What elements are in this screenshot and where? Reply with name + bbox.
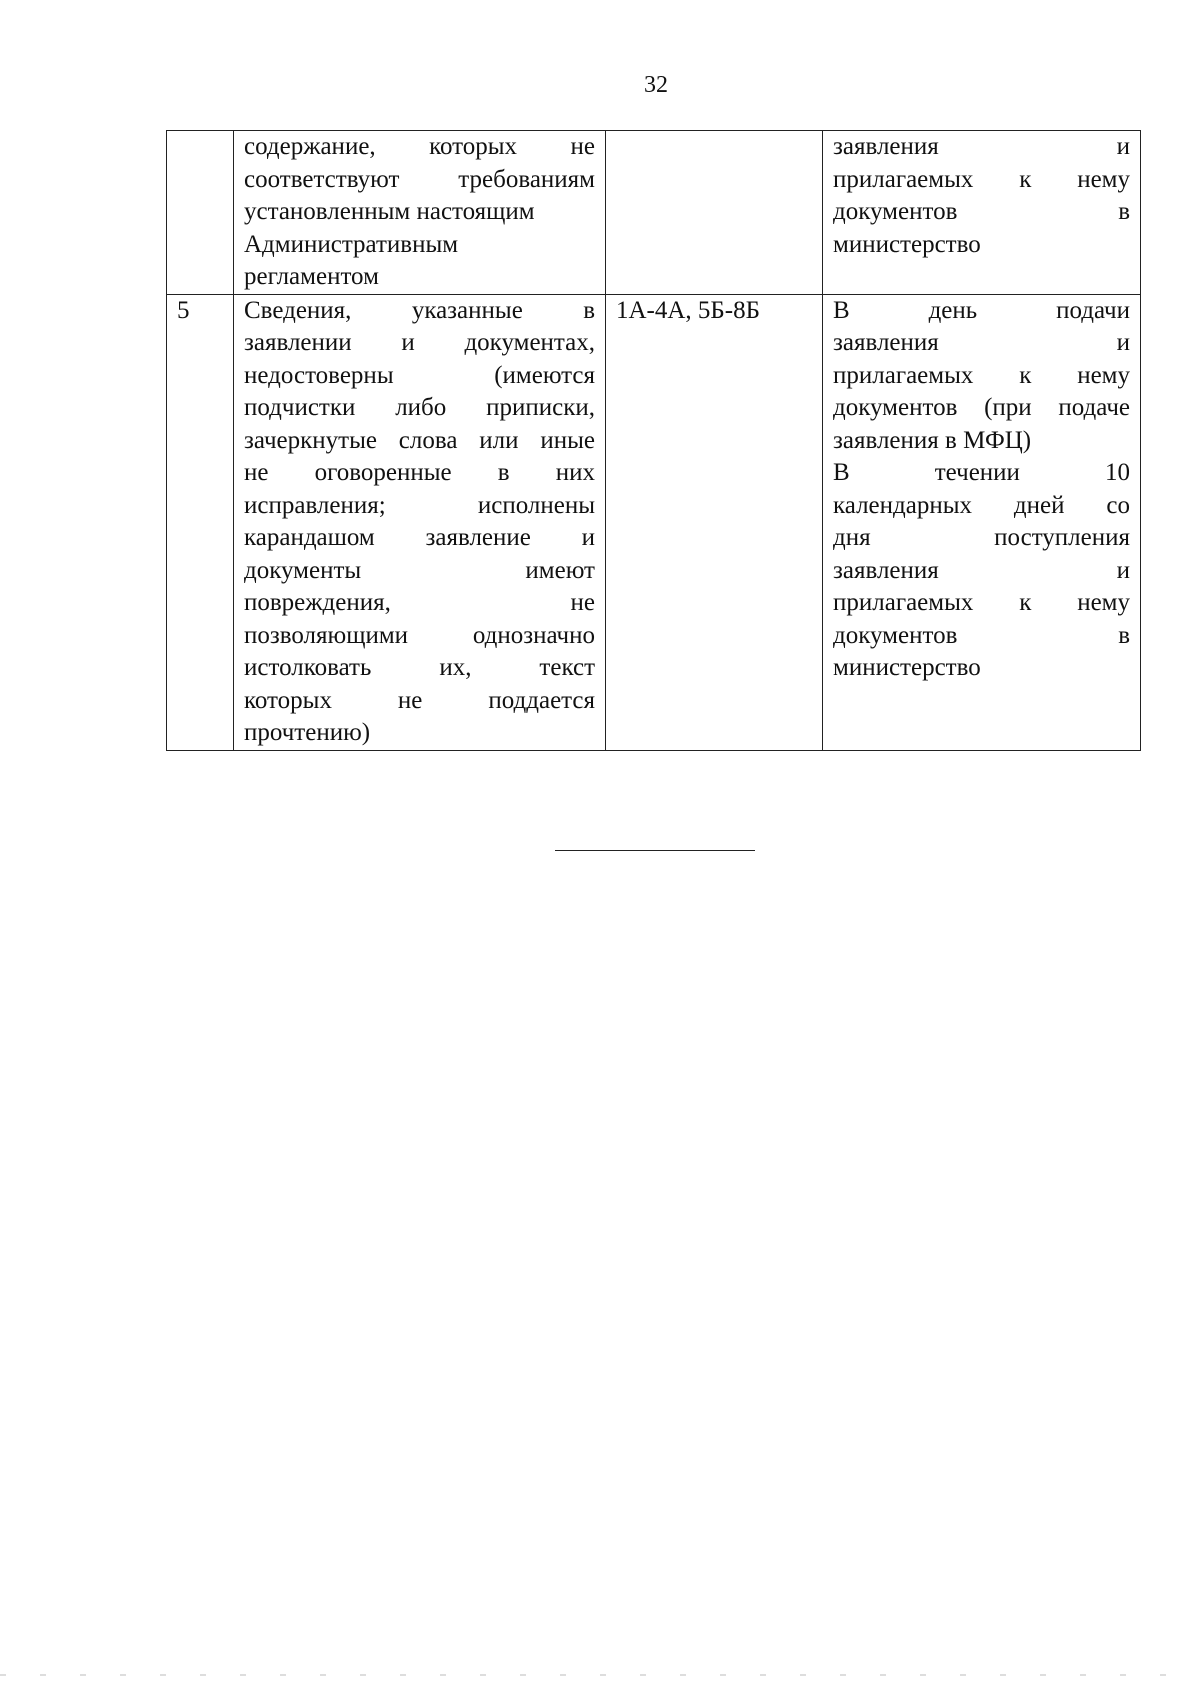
term-line: В течении 10: [833, 459, 1130, 486]
table-row: [167, 294, 1141, 750]
term-line: прилагаемых к нему: [833, 361, 1130, 389]
row-number-cell: [167, 131, 234, 295]
reason-line: повреждения, не: [244, 589, 595, 616]
reason-line: зачеркнутые слова или иные: [244, 426, 595, 454]
term-line: заявления и: [833, 556, 1130, 584]
term-cell: [823, 131, 1141, 295]
table-row: [167, 131, 1141, 295]
reason-cell: [234, 294, 606, 750]
end-separator-line: [555, 850, 755, 851]
reason-line: установленным настоящим: [244, 198, 535, 225]
reason-line: содержание, которых не: [244, 133, 595, 160]
term-line: документов (при подаче: [833, 394, 1130, 421]
reason-line: истолковать их, текст: [244, 654, 595, 681]
term-line: календарных дней со: [833, 491, 1130, 519]
term-line: прилагаемых к нему: [833, 589, 1130, 616]
term-line: В день подачи: [833, 296, 1130, 324]
reason-line: карандашом заявление и: [244, 524, 595, 551]
term-line: министерство: [833, 654, 981, 681]
term-line: министерство: [833, 230, 981, 258]
codes-cell: 1А-4А, 5Б-8Б: [606, 294, 823, 750]
term-line: документов в: [833, 621, 1130, 649]
reason-line: не оговоренные в них: [244, 459, 595, 486]
reason-line: которых не поддается: [244, 686, 595, 714]
row-number-cell: 5: [167, 294, 234, 750]
reason-line: недостоверны (имеются: [244, 361, 595, 389]
reason-line: подчистки либо приписки,: [244, 394, 595, 421]
reason-line: соответствуют требованиям: [244, 165, 595, 193]
reason-line: позволяющими однозначно: [244, 621, 595, 649]
term-line: заявления и: [833, 133, 1130, 160]
reason-line: регламентом: [244, 263, 379, 290]
term-line: заявления и: [833, 329, 1130, 356]
term-line: прилагаемых к нему: [833, 165, 1130, 193]
reason-line: Сведения, указанные в: [244, 296, 595, 324]
page-number: 32: [644, 72, 668, 98]
term-cell: [823, 294, 1141, 750]
reason-line: документы имеют: [244, 556, 595, 584]
reason-line: заявлении и документах,: [244, 329, 595, 356]
reason-line: Административным: [244, 230, 459, 258]
term-line: документов в: [833, 198, 1130, 225]
term-line: дня поступления: [833, 524, 1130, 551]
refusal-grounds-table: [166, 130, 1141, 751]
codes-cell: [606, 131, 823, 295]
reason-cell: [234, 131, 606, 295]
reason-line: исправления; исполнены: [244, 491, 595, 519]
reason-line: прочтению): [244, 719, 371, 746]
scan-artifact-strip: [0, 1674, 1200, 1676]
term-line: заявления в МФЦ): [833, 426, 1032, 454]
